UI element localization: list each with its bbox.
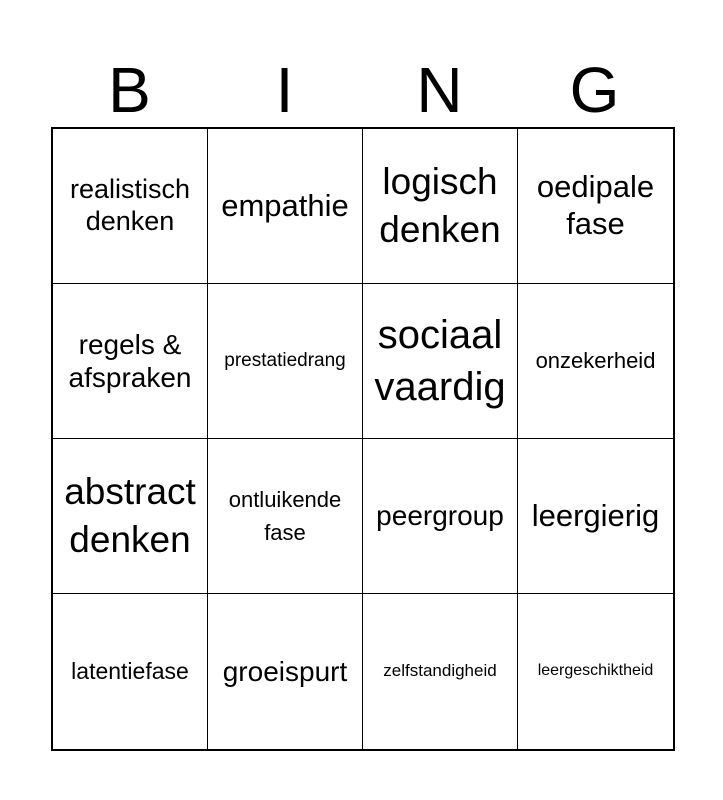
bingo-cell-text: logisch denken bbox=[379, 160, 501, 250]
bingo-cell-text: regels & afspraken bbox=[68, 328, 192, 393]
bingo-cell-r3-c2[interactable] bbox=[208, 439, 363, 594]
bingo-cell-r2-c2[interactable] bbox=[208, 284, 363, 439]
bingo-cell-r3-c3[interactable] bbox=[363, 439, 518, 594]
bingo-cell-text: zelfstandigheid bbox=[383, 661, 497, 681]
bingo-cell-text: oedipale fase bbox=[536, 169, 655, 241]
bingo-cell-text: leergierig bbox=[531, 497, 660, 533]
bingo-cell-r2-c4[interactable] bbox=[518, 284, 673, 439]
bingo-cell-text: leergeschiktheid bbox=[537, 662, 654, 680]
bingo-cell-text: peergroup bbox=[376, 500, 504, 532]
bingo-cell-text: sociaal vaardig bbox=[374, 313, 506, 409]
bingo-cell-r3-c4[interactable] bbox=[518, 439, 673, 594]
header-letter-n: N bbox=[416, 54, 463, 126]
bingo-cell-r1-c1[interactable] bbox=[53, 129, 208, 284]
bingo-cell-r2-c1[interactable] bbox=[53, 284, 208, 439]
bingo-board bbox=[51, 127, 675, 751]
bingo-cell-text: onzekerheid bbox=[535, 348, 656, 374]
bingo-cell-r1-c4[interactable] bbox=[518, 129, 673, 284]
bingo-cell-r2-c3[interactable] bbox=[363, 284, 518, 439]
bingo-cell-text: realistisch denken bbox=[69, 174, 191, 236]
bingo-cell-text: empathie bbox=[221, 187, 349, 223]
header-letter-i: I bbox=[275, 54, 294, 126]
header-letter-b: B bbox=[108, 54, 151, 126]
bingo-cell-r4-c4[interactable] bbox=[518, 594, 673, 749]
bingo-cell-r3-c1[interactable] bbox=[53, 439, 208, 594]
bingo-header bbox=[52, 52, 672, 128]
bingo-cell-r4-c3[interactable] bbox=[363, 594, 518, 749]
bingo-cell-r1-c2[interactable] bbox=[208, 129, 363, 284]
bingo-cell-text: ontluikende fase bbox=[228, 487, 342, 545]
bingo-cell-r4-c1[interactable] bbox=[53, 594, 208, 749]
bingo-cell-r1-c3[interactable] bbox=[363, 129, 518, 284]
bingo-cell-text: prestatiedrang bbox=[224, 349, 346, 371]
bingo-cell-r4-c2[interactable] bbox=[208, 594, 363, 749]
header-letter-g: G bbox=[569, 54, 620, 126]
bingo-cell-text: abstract denken bbox=[64, 470, 196, 560]
bingo-cell-text: latentiefase bbox=[71, 657, 189, 684]
bingo-cell-text: groeispurt bbox=[222, 655, 348, 687]
